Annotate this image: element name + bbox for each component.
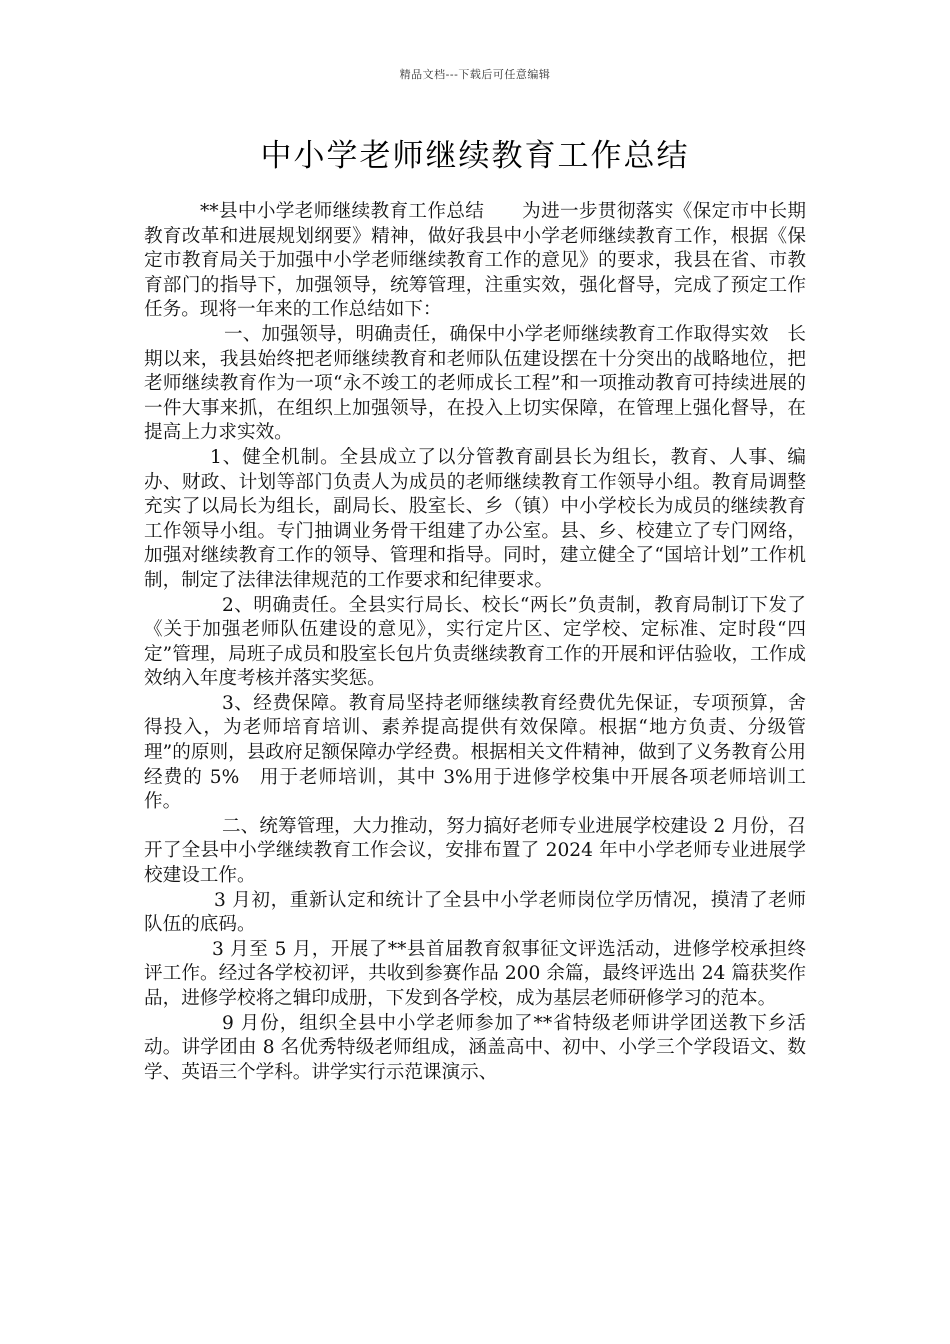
paragraph-funding: 3、经费保障。教育局坚持老师继续教育经费优先保证，专项预算，舍得投入，为老师培育培训、素养提高提供有效保障。根据“地方负责、分级管理”的原则，县政府足额保障办学经费。根据相关文件精神，做到了义务教育公用经费的 5% 用于老师培训，其中 3%用于进修学校集中开展各项老师培训工作。 <box>144 692 806 813</box>
paragraph-september: 9 月份，组织全县中小学老师参加了**省特级老师讲学团送教下乡活动。讲学团由 8 名优秀特级老师组成，涵盖高中、初中、小学三个学段语文、数学、英语三个学科。讲学实行示范课演示、 <box>144 1012 806 1083</box>
paragraph-march: 3 月初，重新认定和统计了全县中小学老师岗位学历情况，摸清了老师队伍的底码。 <box>144 889 806 936</box>
paragraph-intro: **县中小学老师继续教育工作总结 为进一步贯彻落实《保定市中长期教育改革和进展规划纲要》精神，做好我县中小学老师继续教育工作，根据《保定市教育局关于加强中小学老师继续教育工作的意见》的要求，我县在省、市教育部门的指导下，加强领导，统筹管理，注重实效，强化督导，完成了预定工作任务。现将一年来的工作总结如下： <box>144 201 806 321</box>
paragraph-section-two: 二、统筹管理，大力推动，努力搞好老师专业进展学校建设 2 月份，召开了全县中小学继续教育工作会议，安排布置了 2024 年中小学老师专业进展学校建设工作。 <box>144 815 806 887</box>
document-title: 中小学老师继续教育工作总结 <box>260 138 690 174</box>
paragraph-march-may: 3 月至 5 月，开展了**县首届教育叙事征文评选活动，进修学校承担终评工作。经过各学校初评，共收到参赛作品 200 余篇，最终评选出 24 篇获奖作品，进修学校将之辑印成册，下发到各学校，成为基层老师研修学习的范本。 <box>144 938 806 1009</box>
page-header-note: 精品文档---下载后可任意编辑 <box>399 68 551 81</box>
paragraph-section-one: 一、加强领导，明确责任，确保中小学老师继续教育工作取得实效 长期以来，我县始终把老师继续教育和老师队伍建设摆在十分突出的战略地位，把老师继续教育作为一项“永不竣工的老师成长工程”和一项推动教育可持续进展的一件大事来抓，在组织上加强领导，在投入上切实保障，在管理上强化督导，在提高上力求实效。 <box>144 323 806 444</box>
paragraph-mechanism: 1、健全机制。全县成立了以分管教育副县长为组长，教育、人事、编办、财政、计划等部门负责人为成员的老师继续教育工作领导小组。教育局调整充实了以局长为组长，副局长、股室长、乡（镇）中小学校长为成员的继续教育工作领导小组。专门抽调业务骨干组建了办公室。县、乡、校建立了专门网络，加强对继续教育工作的领导、管理和指导。同时，建立健全了“国培计划”工作机制，制定了法律法律规范的工作要求和纪律要求。 <box>144 446 806 591</box>
document-body <box>144 200 806 1085</box>
paragraph-responsibility: 2、明确责任。全县实行局长、校长“两长”负责制，教育局制订下发了《关于加强老师队伍建设的意见》，实行定片区、定学校、定标准、定时段“四定”管理，局班子成员和股室长包片负责继续教育工作的开展和评估验收，工作成效纳入年度考核并落实奖惩。 <box>144 594 806 690</box>
